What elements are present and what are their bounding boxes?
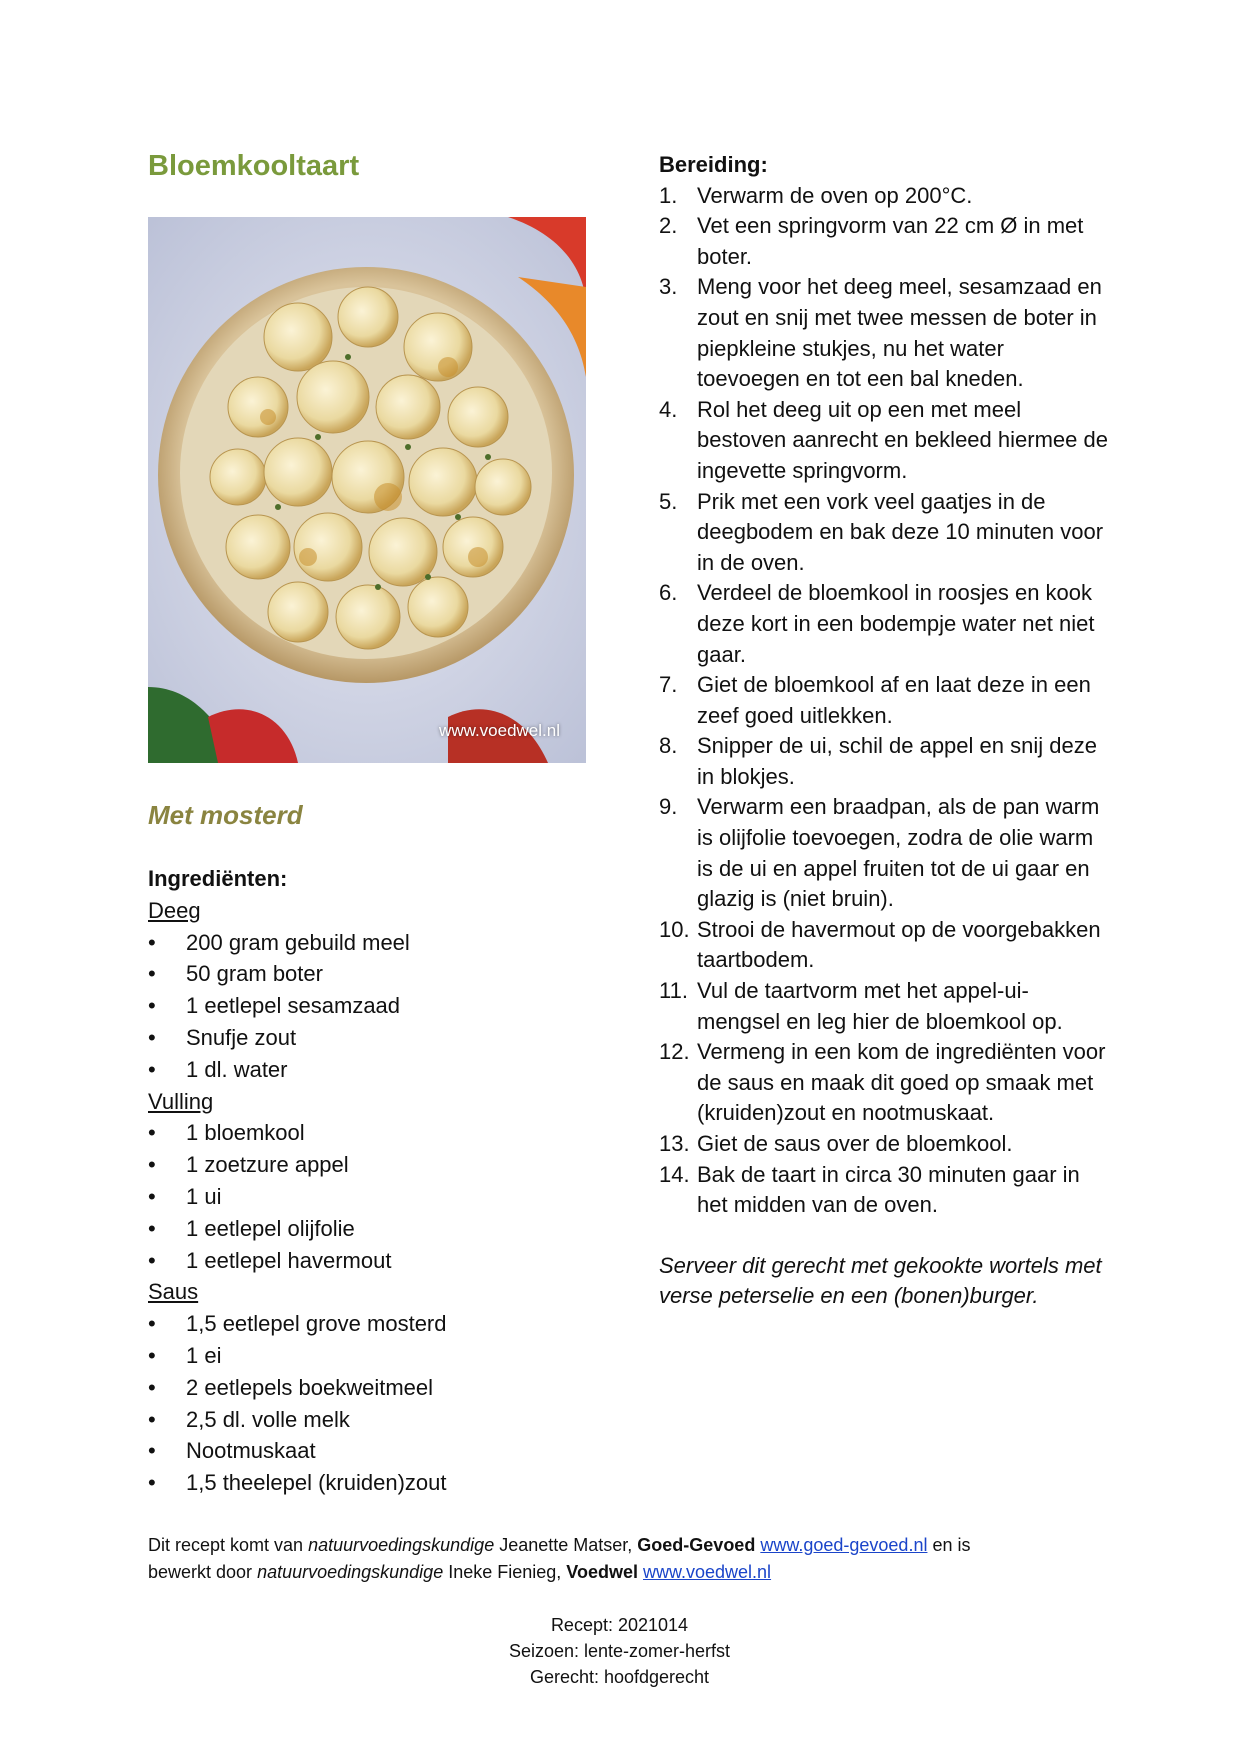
ingredient-text: 1 dl. water	[186, 1056, 288, 1082]
bullet-icon: •	[148, 1120, 156, 1146]
ingredient-item	[148, 1149, 608, 1181]
ingredient-item	[148, 1245, 608, 1277]
step-number: 3.	[659, 274, 678, 300]
serving-suggestion: Serveer dit gerecht met gekookte wortels met verse peterselie en een (bonen)burger.	[659, 1252, 1102, 1309]
step-text: Vul de taartvorm met het appel-ui-mengsel en leg hier de bloemkool op.	[697, 978, 1063, 1034]
step-number: 8.	[659, 733, 678, 759]
step-item	[659, 1160, 1109, 1221]
preparation-steps	[659, 181, 1109, 1221]
step-item	[659, 1129, 1109, 1160]
step-number: 2.	[659, 213, 678, 239]
ingredient-text: Snufje zout	[186, 1024, 297, 1050]
step-text: Snipper de ui, schil de appel en snij deze in blokjes.	[697, 733, 1097, 789]
tart-illustration	[148, 217, 586, 763]
credit-person: Jeanette Matser,	[494, 1535, 638, 1555]
bullet-icon: •	[148, 1215, 156, 1241]
recipe-credit	[148, 1532, 1098, 1586]
ingredient-item	[148, 1435, 608, 1467]
ingredient-item	[148, 1181, 608, 1213]
recipe-season: Seizoen: lente-zomer-herfst	[508, 1641, 731, 1661]
bullet-icon: •	[148, 1183, 156, 1209]
ingredient-text: 50 gram boter	[186, 961, 323, 987]
ingredient-list	[148, 1117, 608, 1276]
step-item	[659, 272, 1109, 394]
step-number: 10.	[659, 916, 690, 942]
ingredient-item	[148, 1467, 608, 1499]
preparation-heading: Bereiding:	[659, 152, 768, 177]
ingredient-text: Nootmuskaat	[186, 1438, 316, 1464]
ingredient-list	[148, 1308, 608, 1499]
bullet-icon: •	[148, 1056, 156, 1082]
ingredient-item	[148, 1213, 608, 1245]
step-text: Strooi de havermout op de voorgebakken taartbodem.	[697, 916, 1101, 973]
bullet-icon: •	[148, 1470, 156, 1496]
step-number: 5.	[659, 488, 678, 514]
bullet-icon: •	[148, 1374, 156, 1400]
step-text: Vermeng in een kom de ingrediënten voor de saus en maak dit goed op smaak met (kruiden)zout en nootmuskaat.	[697, 1039, 1106, 1126]
ingredient-text: 1 ei	[186, 1342, 222, 1368]
bullet-icon: •	[148, 1247, 156, 1273]
ingredient-list	[148, 927, 608, 1086]
step-text: Verwarm de oven op 200°C.	[697, 182, 973, 208]
bullet-icon: •	[148, 929, 156, 955]
ingredient-text: 1 ui	[186, 1183, 222, 1209]
recipe-number: Recept: 2021014	[550, 1615, 689, 1635]
step-item	[659, 1037, 1109, 1129]
step-number: 4.	[659, 396, 678, 422]
ingredient-text: 1,5 eetlepel grove mosterd	[186, 1311, 447, 1337]
cauliflower-tart-photo	[148, 217, 586, 763]
ingredient-item	[148, 1340, 608, 1372]
step-number: 11.	[659, 978, 688, 1004]
preparation-section	[659, 150, 1109, 1312]
ingredient-group-title: Deeg	[148, 897, 201, 923]
ingredient-group-title: Vulling	[148, 1088, 214, 1114]
step-number: 14.	[659, 1161, 690, 1187]
step-item	[659, 976, 1109, 1037]
step-text: Verdeel de bloemkool in roosjes en kook deze kort in een bodempje water net niet gaar.	[697, 580, 1095, 667]
ingredient-item	[148, 1308, 608, 1340]
step-item	[659, 487, 1109, 579]
bullet-icon: •	[148, 1152, 156, 1178]
step-item	[659, 181, 1109, 212]
step-text: Prik met een vork veel gaatjes in de deegbodem en bak deze 10 minuten voor in de oven.	[697, 488, 1104, 575]
step-item	[659, 915, 1109, 976]
credit-brand: Voedwel	[566, 1562, 638, 1582]
ingredient-item	[148, 1022, 608, 1054]
step-text: Giet de saus over de bloemkool.	[697, 1131, 1013, 1156]
ingredient-item	[148, 1404, 608, 1436]
step-number: 9.	[659, 794, 678, 820]
ingredient-text: 1 bloemkool	[186, 1120, 305, 1146]
step-item	[659, 578, 1109, 670]
bullet-icon: •	[148, 1024, 156, 1050]
step-number: 6.	[659, 580, 678, 606]
credit-text: Dit recept komt van	[148, 1535, 309, 1555]
step-text: Vet een springvorm van 22 cm Ø in met boter.	[697, 213, 1084, 269]
ingredient-text: 2,5 dl. volle melk	[186, 1406, 350, 1432]
ingredient-text: 1 eetlepel havermout	[186, 1247, 392, 1273]
ingredient-item	[148, 1117, 608, 1149]
goed-gevoed-link[interactable]: www.goed-gevoed.nl	[760, 1535, 928, 1555]
ingredient-item	[148, 1372, 608, 1404]
bullet-icon: •	[148, 1342, 156, 1368]
bullet-icon: •	[148, 1438, 156, 1464]
ingredient-item	[148, 1054, 608, 1086]
step-text: Giet de bloemkool af en laat deze in een zeef goed uitlekken.	[697, 672, 1091, 728]
ingredient-text: 200 gram gebuild meel	[186, 929, 410, 955]
credit-person: Ineke Fienieg,	[443, 1562, 567, 1582]
step-number: 12.	[659, 1039, 690, 1065]
bullet-icon: •	[148, 1311, 156, 1337]
recipe-title: Bloemkooltaart	[148, 150, 360, 182]
recipe-variant-subtitle: Met mosterd	[148, 800, 303, 830]
bullet-icon: •	[148, 993, 156, 1019]
voedwel-link[interactable]: www.voedwel.nl	[643, 1562, 772, 1582]
ingredient-text: 2 eetlepels boekweitmeel	[186, 1374, 434, 1400]
ingredients-section	[148, 863, 608, 1499]
step-item	[659, 211, 1109, 272]
step-item	[659, 670, 1109, 731]
step-item	[659, 395, 1109, 487]
step-number: 7.	[659, 672, 678, 698]
ingredient-text: 1 eetlepel sesamzaad	[186, 993, 401, 1019]
ingredient-group-title: Saus	[148, 1279, 199, 1305]
ingredient-item	[148, 990, 608, 1022]
step-number: 1.	[659, 182, 678, 208]
credit-text: bewerkt door	[148, 1562, 258, 1582]
bullet-icon: •	[148, 1406, 156, 1432]
step-text: Bak de taart in circa 30 minuten gaar in het midden van de oven.	[697, 1161, 1080, 1218]
recipe-meta	[0, 1612, 1239, 1690]
step-text: Meng voor het deeg meel, sesamzaad en zout en snij met twee messen de boter in piepkleine stukjes, nu het water toevoegen en tot een bal kneden.	[697, 274, 1102, 392]
ingredient-item	[148, 958, 608, 990]
step-item	[659, 792, 1109, 914]
step-item	[659, 731, 1109, 792]
recipe-course: Gerecht: hoofdgerecht	[529, 1667, 710, 1687]
ingredients-heading: Ingrediënten:	[148, 866, 288, 891]
ingredient-item	[148, 927, 608, 959]
step-text: Rol het deeg uit op een met meel bestoven aanrecht en bekleed hiermee de ingevette springvorm.	[697, 396, 1108, 483]
step-number: 13.	[659, 1131, 690, 1156]
ingredient-text: 1,5 theelepel (kruiden)zout	[186, 1470, 447, 1496]
ingredient-text: 1 zoetzure appel	[186, 1152, 349, 1178]
credit-brand: Goed-Gevoed	[637, 1535, 756, 1555]
photo-watermark: www.voedwel.nl	[439, 721, 560, 740]
credit-role: natuurvoedingskundige	[257, 1562, 444, 1582]
step-text: Verwarm een braadpan, als de pan warm is olijfolie toevoegen, zodra de olie warm is de ui en appel fruiten tot de ui gaar en glazig is (niet bruin).	[697, 794, 1100, 912]
credit-text: en is	[927, 1535, 971, 1555]
ingredient-text: 1 eetlepel olijfolie	[186, 1215, 355, 1241]
credit-role: natuurvoedingskundige	[308, 1535, 495, 1555]
bullet-icon: •	[148, 961, 156, 987]
